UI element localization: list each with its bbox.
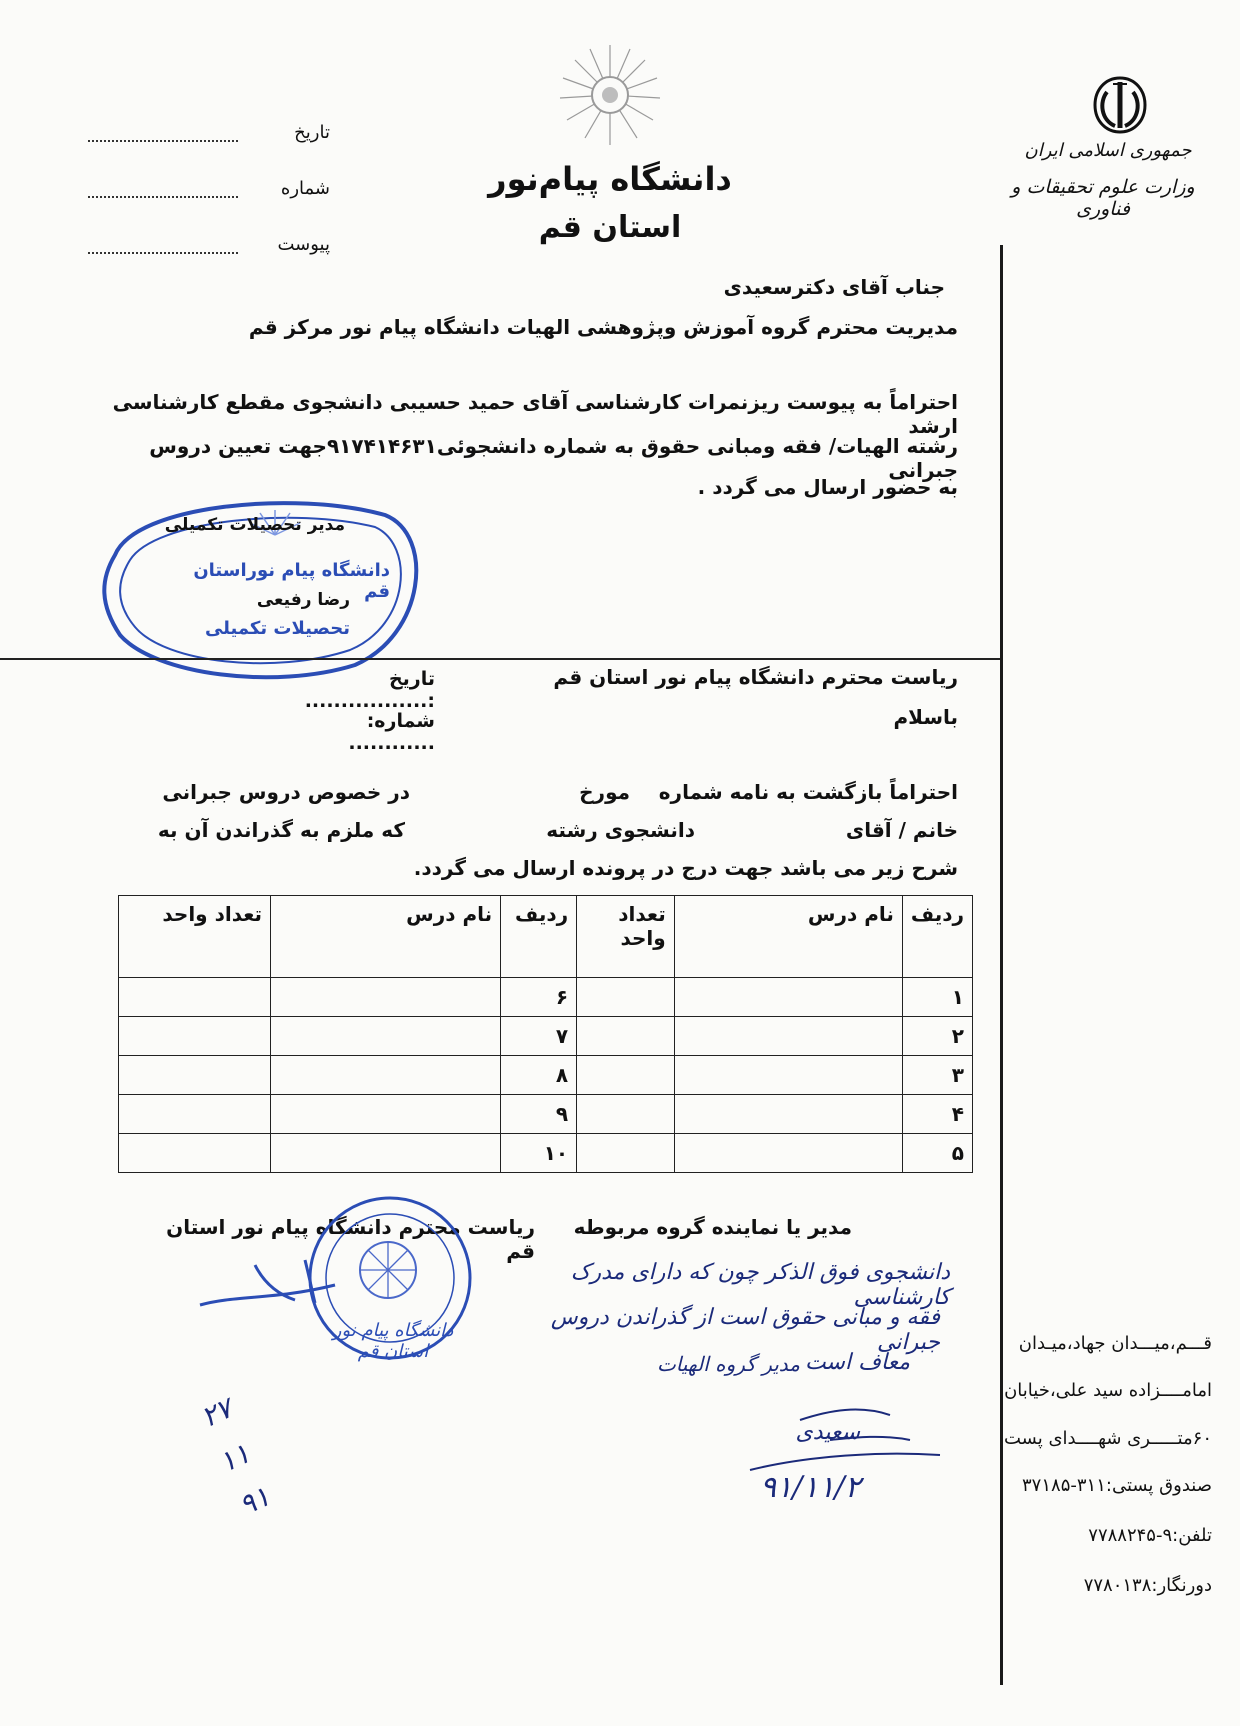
table-cell: ۷	[501, 1017, 577, 1056]
sidebar-divider	[1000, 245, 1003, 1685]
handwritten-note-line2: فقه و مبانی حقوق است از گذراندن دروس جبرانی	[550, 1305, 940, 1355]
table-cell	[674, 1134, 902, 1173]
gov-line-1: جمهوری اسلامی ایران	[1024, 140, 1192, 161]
margin-date-day: ۲۷	[195, 1391, 238, 1435]
signer-title: مدیر تحصیلات تکمیلی	[164, 515, 345, 535]
handwritten-signature: سعیدی	[795, 1420, 860, 1445]
table-cell: ۵	[902, 1134, 972, 1173]
table-cell: ۱	[902, 978, 972, 1017]
university-logo-icon	[555, 40, 665, 150]
letter2-p3: شرح زیر می باشد جهت درج در پرونده ارسال می گردد.	[413, 856, 958, 880]
table-cell	[674, 978, 902, 1017]
table-header-cell: نام درس	[674, 896, 902, 978]
table-cell	[119, 1095, 271, 1134]
signature-group-head-icon	[740, 1390, 950, 1490]
iran-emblem-icon	[1085, 70, 1155, 140]
table-cell	[577, 978, 675, 1017]
table-cell	[119, 978, 271, 1017]
address-fax: دورنگار:۷۷۸۰۱۳۸	[1083, 1575, 1212, 1596]
letter1-body-line2: رشته الهیات/ فقه ومبانی حقوق به شماره دانشجوئی۹۱۷۴۱۴۶۳۱جهت تعیین دروس جبرانی	[149, 434, 958, 482]
table-cell	[119, 1134, 271, 1173]
address-line1: قـــم،میـــدان جهاد،میـدان	[1018, 1333, 1212, 1354]
addressee-position: مدیریت محترم گروه آموزش وپژوهشی الهیات دانشگاه پیام نور مرکز قم	[248, 315, 958, 339]
table-header-row	[119, 896, 973, 978]
table-header-cell: تعداد واحد	[119, 896, 271, 978]
letter2-p1-a: احتراماً بازگشت به نامه شماره	[658, 780, 958, 804]
table-cell: ۱۰	[501, 1134, 577, 1173]
table-cell: ۹	[501, 1095, 577, 1134]
letter2-p2-c: که ملزم به گذراندن آن به	[157, 818, 405, 842]
group-head-label: مدیر یا نماینده گروه مربوطه	[573, 1215, 852, 1239]
letter1-body-line3: به حضور ارسال می گردد .	[697, 475, 958, 499]
courses-table	[118, 895, 973, 1173]
table-cell	[271, 1017, 501, 1056]
table-row	[119, 1056, 973, 1095]
stamp2-text: دانشگاه پیام نور استان قم	[332, 1320, 454, 1362]
table-cell	[271, 1056, 501, 1095]
table-cell: ۶	[501, 978, 577, 1017]
handwritten-note-line4: مدیر گروه الهیات	[656, 1352, 800, 1376]
table-header-cell: نام درس	[271, 896, 501, 978]
table-cell: ۴	[902, 1095, 972, 1134]
table-row	[119, 1134, 973, 1173]
number-field	[88, 196, 238, 198]
signature-president-icon	[195, 1255, 345, 1315]
greeting: باسلام	[893, 705, 958, 729]
table-row	[119, 1017, 973, 1056]
president-label: ریاست محترم دانشگاه پیام نور استان قم	[166, 1215, 535, 1263]
table-cell	[271, 1095, 501, 1134]
address-postbox: صندوق پستی:۳۱۱-۳۷۱۸۵	[1022, 1475, 1212, 1496]
letter2-number: شماره: ............	[348, 710, 435, 754]
letter2-p2-a: خانم / آقای	[845, 818, 958, 842]
number-label: شماره	[280, 178, 330, 199]
table-cell	[119, 1056, 271, 1095]
date-label: تاریخ	[294, 122, 330, 143]
gov-line-2: وزارت علوم تحقیقات و فناوری	[1011, 176, 1195, 220]
table-cell	[577, 1017, 675, 1056]
letter2-p1-b: مورخ	[579, 780, 630, 804]
date-field	[88, 140, 238, 142]
address-line3: ۶۰متـــــری شهــــدای پست	[1003, 1428, 1212, 1449]
table-cell	[674, 1017, 902, 1056]
handwritten-note-line1: دانشجوی فوق الذکر چون که دارای مدرک کارشناسی	[570, 1260, 950, 1310]
table-row	[119, 978, 973, 1017]
table-cell: ۳	[902, 1056, 972, 1095]
table-cell: ۲	[902, 1017, 972, 1056]
table-cell	[271, 978, 501, 1017]
table-cell	[674, 1095, 902, 1134]
handwritten-date: ۹۱/۱۱/۲	[760, 1470, 861, 1505]
table-cell	[577, 1056, 675, 1095]
table-header-cell: ردیف	[501, 896, 577, 978]
margin-date-year: ۹۱	[233, 1479, 276, 1523]
table-cell	[119, 1017, 271, 1056]
letter2-date: تاریخ :.................	[304, 668, 435, 712]
table-row	[119, 1095, 973, 1134]
university-name: دانشگاه پیام‌نور	[488, 160, 732, 198]
university-province: استان قم	[538, 210, 682, 245]
section-divider	[0, 658, 1000, 660]
letter1-body-line1: احتراماً به پیوست ریزنمرات کارشناسی آقای حمید حسیبی دانشجوی مقطع کارشناسی ارشد	[112, 390, 958, 438]
letter2-p1-c: در خصوص دروس جبرانی	[162, 780, 410, 804]
table-header-cell: تعداد واحد	[577, 896, 675, 978]
signer-name: رضا رفیعی	[256, 590, 350, 610]
table-cell	[674, 1056, 902, 1095]
attachment-label: پیوست	[277, 234, 330, 255]
stamp-department: تحصیلات تکمیلی	[204, 618, 350, 639]
attachment-field	[88, 252, 238, 254]
letter2-addressee: ریاست محترم دانشگاه پیام نور استان قم	[553, 665, 958, 689]
letter2-p2-b: دانشجوی رشته	[546, 818, 695, 842]
addressee: جناب آقای دکترسعیدی	[723, 275, 945, 299]
address-line2: امامــــزاده سید علی،خیابان	[1004, 1380, 1212, 1401]
handwritten-note-line3: معاف است	[804, 1350, 910, 1375]
address-phone: تلفن:۹-۷۷۸۸۲۴۵	[1088, 1525, 1212, 1546]
table-cell: ۸	[501, 1056, 577, 1095]
table-cell	[271, 1134, 501, 1173]
margin-date-month: ۱۱	[213, 1436, 256, 1480]
stamp-university: دانشگاه پیام نوراستان قم	[193, 560, 390, 602]
table-cell	[577, 1134, 675, 1173]
table-header-cell: ردیف	[902, 896, 972, 978]
table-cell	[577, 1095, 675, 1134]
